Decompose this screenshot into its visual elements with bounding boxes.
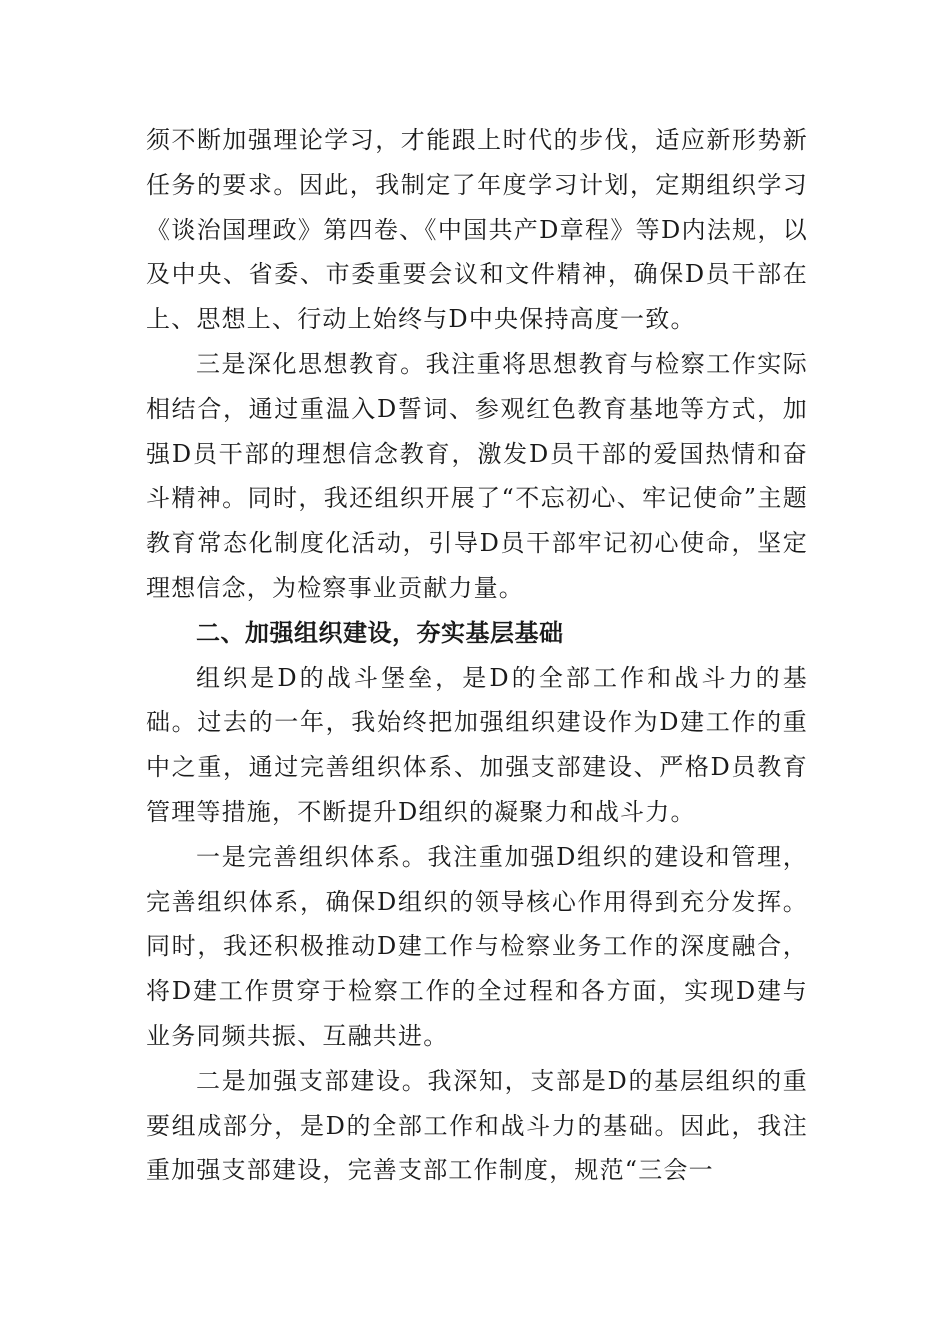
paragraph-ideological-education: 三是深化思想教育。我注重将思想教育与检察工作实际相结合，通过重温入D誓词、参观红色教育基地等方式，加强D员干部的理想信念教育，激发D员干部的爱国热情和奋斗精神。同时，我还组织开展了“不忘初心、牢记使命”主题教育常态化制度化活动，引导D员干部牢记初心使命，坚定理想信念，为检察事业贡献力量。 <box>146 349 808 602</box>
paragraph-study-plan: 须不断加强理论学习，才能跟上时代的步伐，适应新形势新任务的要求。因此，我制定了年度学习计划，定期组织学习《谈治国理政》第四卷、《中国共产D章程》等D内法规，以及中央、省委、市委重要会议和文件精神，确保D员干部在上、思想上、行动上始终与D中央保持高度一致。 <box>146 126 808 334</box>
document-page <box>146 118 808 1193</box>
section-heading-organization: 二、加强组织建设，夯实基层基础 <box>196 618 564 647</box>
paragraph-branch-building: 二是加强支部建设。我深知，支部是D的基层组织的重要组成部分，是D的全部工作和战斗力的基础。因此，我注重加强支部建设，完善支部工作制度，规范“三会一 <box>146 1066 808 1185</box>
paragraph-organization-intro: 组织是D的战斗堡垒，是D的全部工作和战斗力的基础。过去的一年，我始终把加强组织建设作为D建工作的重中之重，通过完善组织体系、加强支部建设、严格D员教育管理等措施，不断提升D组织的凝聚力和战斗力。 <box>146 663 808 826</box>
paragraph-organization-system: 一是完善组织体系。我注重加强D组织的建设和管理，完善组织体系，确保D组织的领导核心作用得到充分发挥。同时，我还积极推动D建工作与检察业务工作的深度融合，将D建工作贯穿于检察工作的全过程和各方面，实现D建与业务同频共振、互融共进。 <box>146 842 808 1050</box>
